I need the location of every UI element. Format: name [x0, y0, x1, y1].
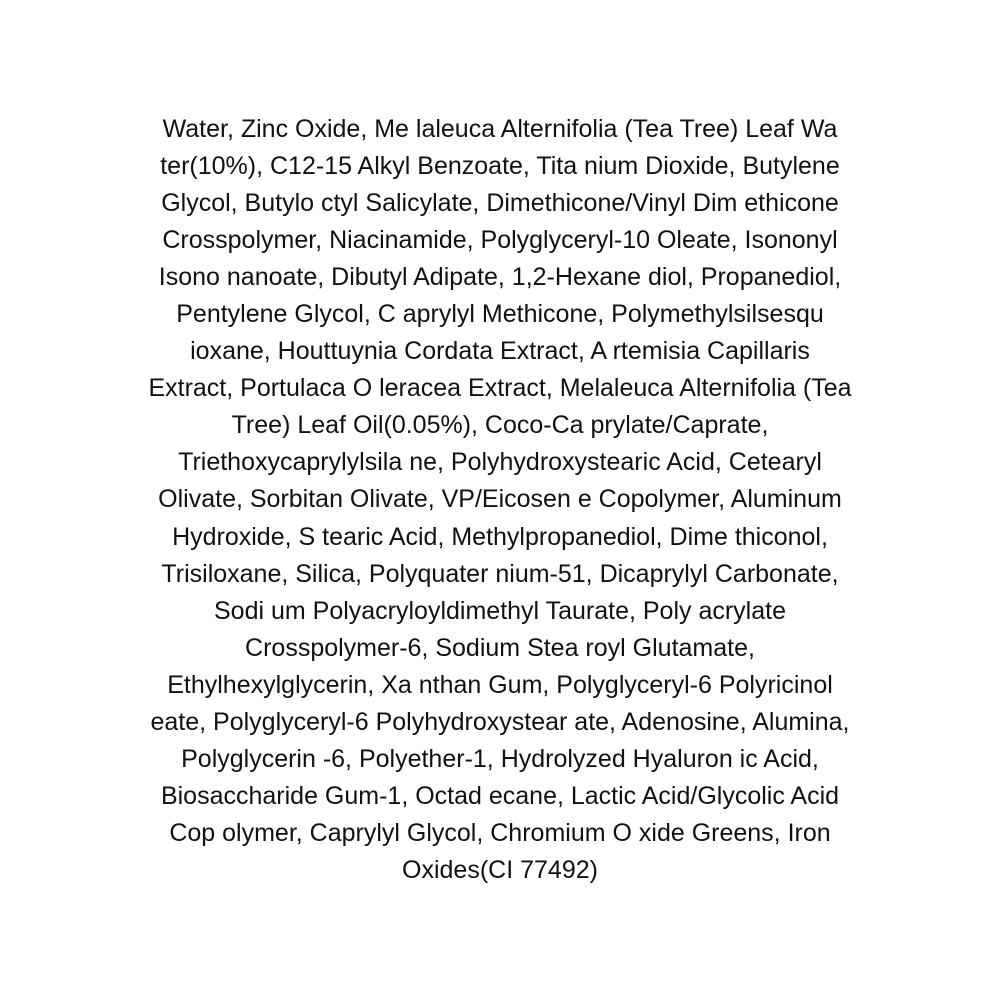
ingredients-line: Ethylhexylglycerin, Xa nthan Gum, Polyglyceryl-6 Polyricinol	[167, 670, 833, 699]
ingredients-line: Polyglycerin -6, Polyether-1, Hydrolyzed Hyaluron ic Acid,	[181, 744, 819, 773]
ingredients-line: ter(10%), C12-15 Alkyl Benzoate, Tita nium Dioxide, Butylene	[160, 152, 840, 181]
ingredients-line: Sodi um Polyacryloyldimethyl Taurate, Poly acrylate	[213, 596, 786, 625]
ingredients-line: Pentylene Glycol, C aprylyl Methicone, Polymethylsilsesqu	[176, 300, 824, 329]
ingredients-line: Cop olymer, Caprylyl Glycol, Chromium O xide Greens, Iron	[169, 818, 831, 847]
ingredients-line: Glycol, Butylo ctyl Salicylate, Dimethicone/Vinyl Dim ethicone	[161, 189, 839, 218]
ingredients-line: Tree) Leaf Oil(0.05%), Coco-Ca prylate/Caprate,	[231, 411, 769, 440]
ingredients-line: Water, Zinc Oxide, Me laleuca Alternifolia (Tea Tree) Leaf Wa	[162, 115, 838, 143]
ingredients-line: Extract, Portulaca O leracea Extract, Melaleuca Alternifolia (Tea	[148, 374, 852, 403]
ingredients-line: Hydroxide, S tearic Acid, Methylpropanediol, Dime thiconol,	[172, 522, 828, 551]
ingredients-line: Isono nanoate, Dibutyl Adipate, 1,2-Hexane diol, Propanediol,	[158, 263, 842, 292]
ingredients-line: Triethoxycaprylylsila ne, Polyhydroxystearic Acid, Cetearyl	[178, 448, 822, 477]
ingredients-line: Trisiloxane, Silica, Polyquater nium-51, Dicaprylyl Carbonate,	[161, 559, 839, 588]
ingredients-line: Oxides(CI 77492)	[402, 855, 598, 884]
ingredients-line: Olivate, Sorbitan Olivate, VP/Eicosen e Copolymer, Aluminum	[158, 485, 842, 514]
ingredients-line: Biosaccharide Gum-1, Octad ecane, Lactic Acid/Glycolic Acid	[160, 781, 840, 810]
ingredients-text	[0, 111, 1000, 889]
ingredients-line: eate, Polyglyceryl-6 Polyhydroxystear ate, Adenosine, Alumina,	[150, 707, 850, 736]
ingredients-line: ioxane, Houttuynia Cordata Extract, A rtemisia Capillaris	[190, 337, 810, 366]
ingredients-line: Crosspolymer-6, Sodium Stea royl Glutamate,	[245, 633, 755, 662]
ingredients-line: Crosspolymer, Niacinamide, Polyglyceryl-10 Oleate, Isononyl	[162, 226, 838, 255]
